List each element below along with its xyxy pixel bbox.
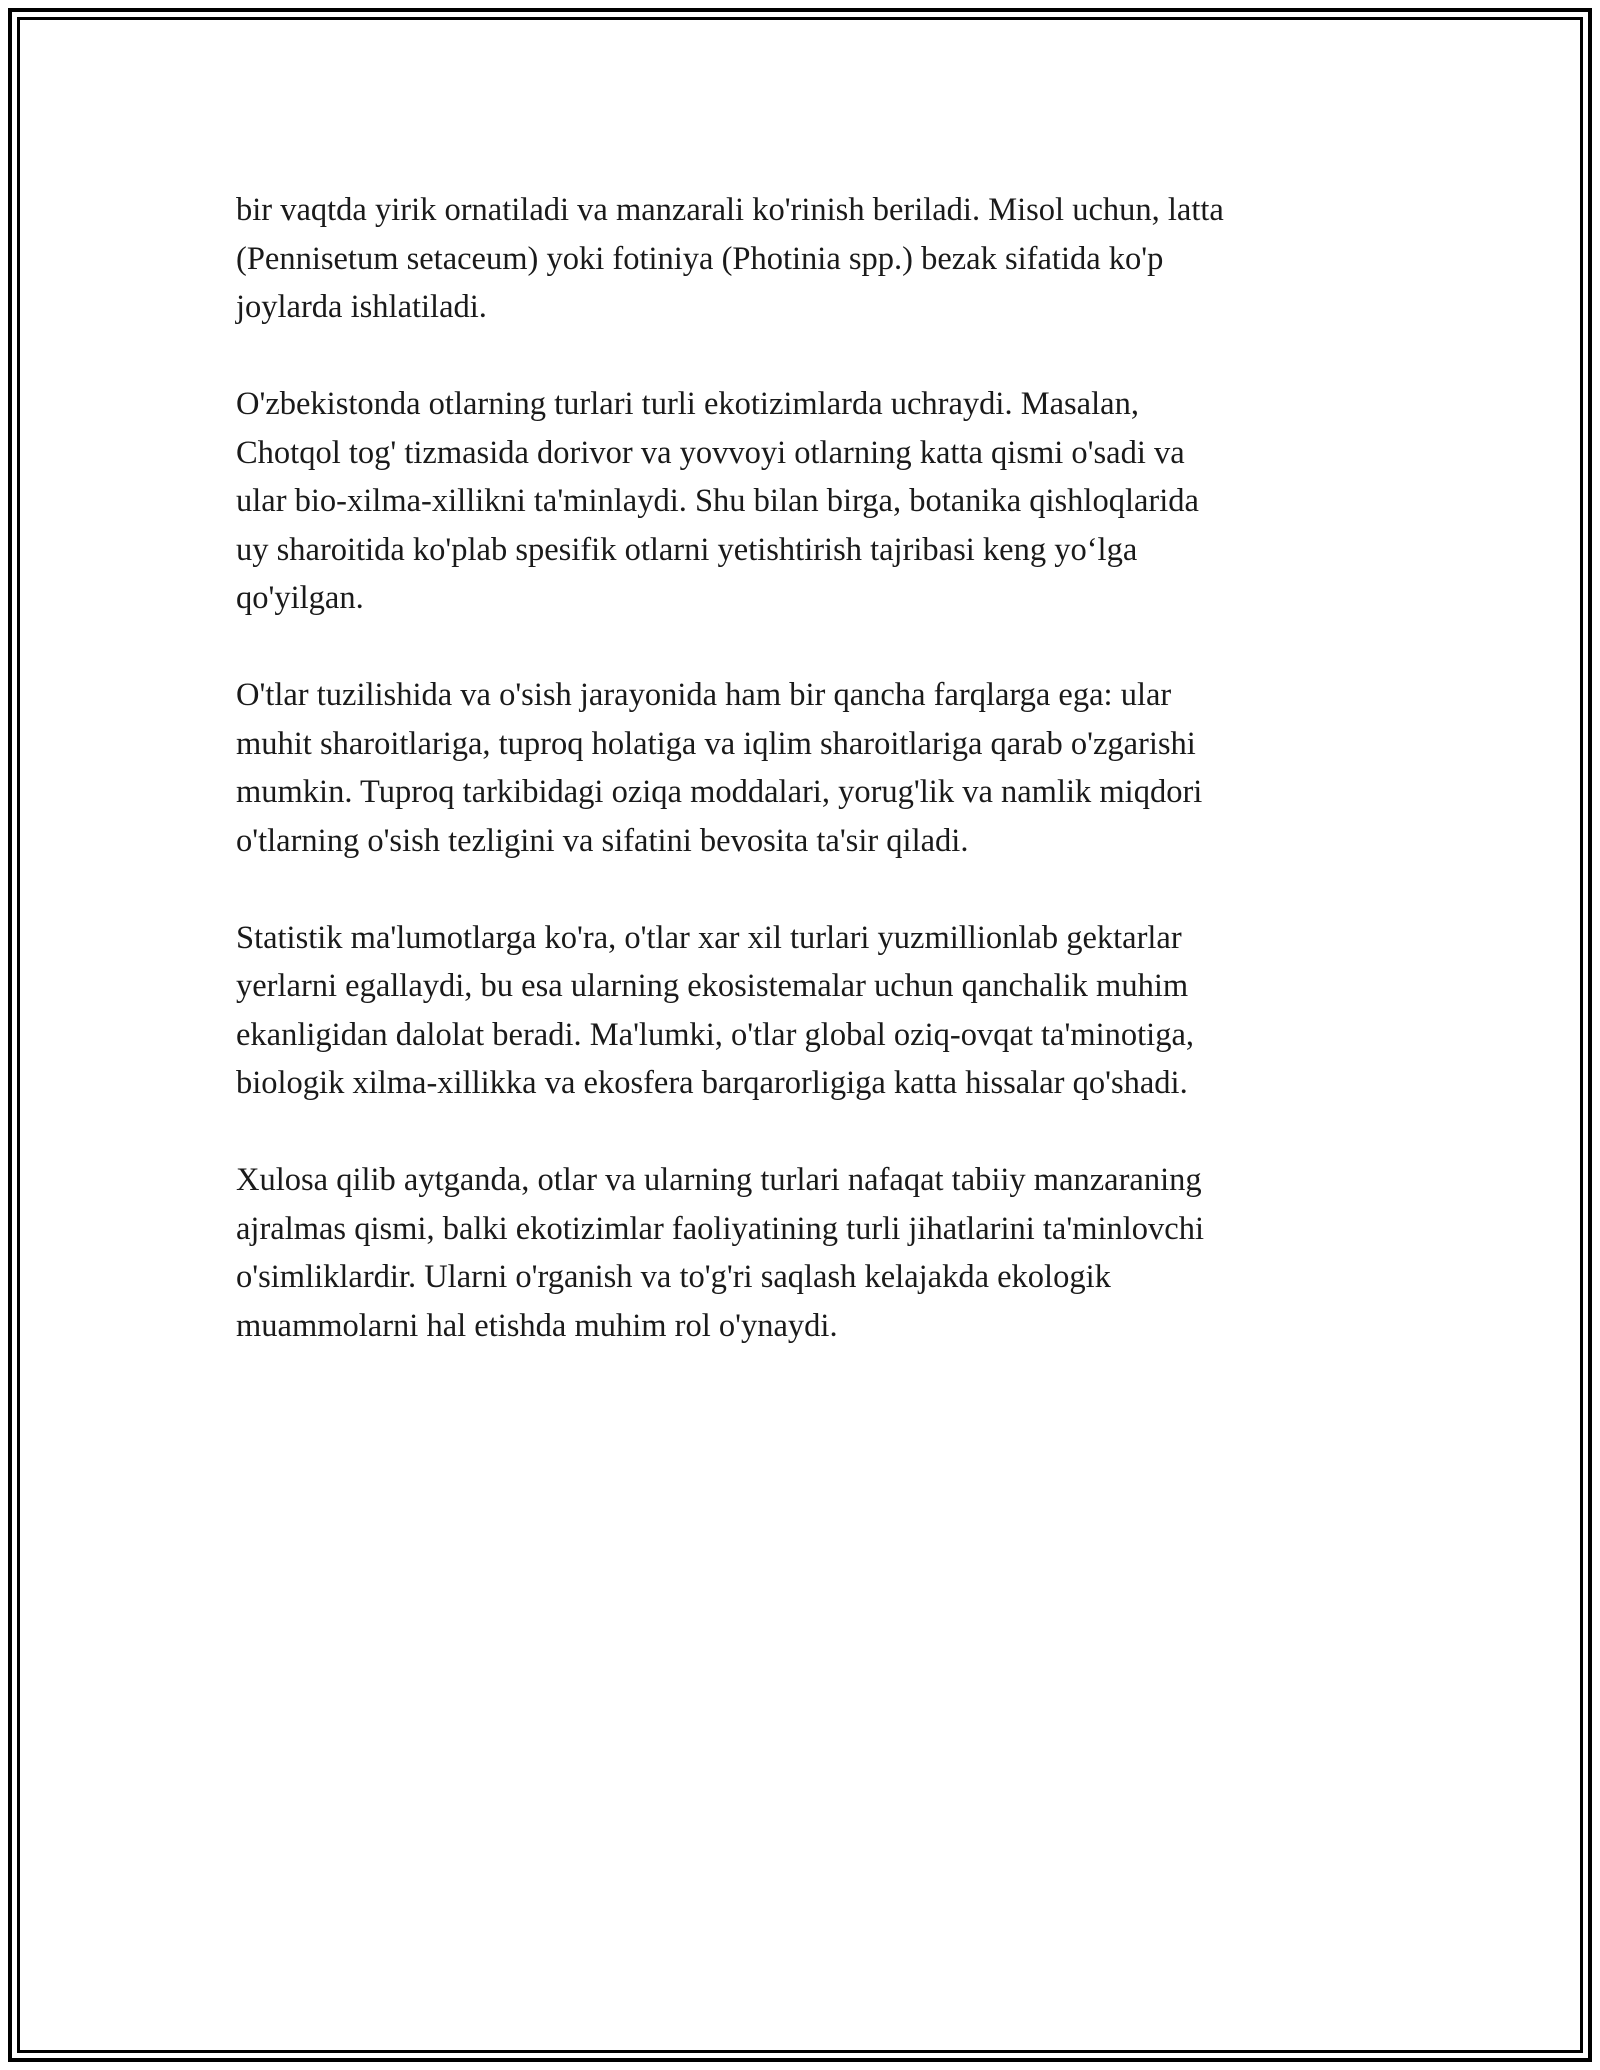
text-line: O'zbekistonda otlarning turlari turli ekotizimlarda uchraydi. Masalan, xyxy=(236,386,1139,422)
paragraph-4 xyxy=(236,914,1366,1108)
text-line: qo'yilgan. xyxy=(236,580,364,616)
text-line: uy sharoitida ko'plab spesifik otlarni yetishtirish tajribasi keng yo‘lga xyxy=(236,531,1138,568)
text-line: ajralmas qismi, balki ekotizimlar faoliyatining turli jihatlarini ta'minlovchi xyxy=(236,1210,1204,1247)
document-body xyxy=(236,186,1366,1399)
text-line: (Pennisetum setaceum) yoki fotiniya (Photinia spp.) bezak sifatida ko'p xyxy=(236,240,1164,277)
text-line: Chotqol tog' tizmasida dorivor va yovvoyi otlarning katta qismi o'sadi va xyxy=(236,434,1185,471)
text-line: Statistik ma'lumotlarga ko'ra, o'tlar xar xil turlari yuzmillionlab gektarlar xyxy=(236,919,1182,956)
paragraph-1 xyxy=(236,186,1366,332)
paragraph-3 xyxy=(236,671,1366,865)
text-line: biologik xilma-xillikka va ekosfera barqarorligiga katta hissalar qo'shadi. xyxy=(236,1065,1188,1101)
paragraph-5 xyxy=(236,1156,1366,1350)
text-line: mumkin. Tuproq tarkibidagi oziqa moddalari, yorug'lik va namlik miqdori xyxy=(236,774,1203,810)
text-line: bir vaqtda yirik ornatiladi va manzarali ko'rinish beriladi. Misol uchun, latta xyxy=(236,192,1224,228)
text-line: o'simliklardir. Ularni o'rganish va to'g'ri saqlash kelajakda ekologik xyxy=(236,1259,1111,1295)
text-line: Xulosa qilib aytganda, otlar va ularning turlari nafaqat tabiiy manzaraning xyxy=(236,1162,1202,1198)
text-line: muhit sharoitlariga, tuproq holatiga va iqlim sharoitlariga qarab o'zgarishi xyxy=(236,725,1196,762)
text-line: ular bio-xilma-xillikni ta'minlaydi. Shu bilan birga, botanika qishloqlarida xyxy=(236,483,1199,519)
text-line: joylarda ishlatiladi. xyxy=(236,289,487,325)
text-line: muammolarni hal etishda muhim rol o'ynaydi. xyxy=(236,1307,838,1344)
text-line: yerlarni egallaydi, bu esa ularning ekosistemalar uchun qanchalik muhim xyxy=(236,968,1189,1004)
paragraph-2 xyxy=(236,380,1366,623)
text-line: o'tlarning o'sish tezligini va sifatini bevosita ta'sir qiladi. xyxy=(236,822,969,859)
text-line: O'tlar tuzilishida va o'sish jarayonida ham bir qancha farqlarga ega: ular xyxy=(236,677,1172,713)
text-line: ekanligidan dalolat beradi. Ma'lumki, o'tlar global oziq-ovqat ta'minotiga, xyxy=(236,1016,1195,1053)
